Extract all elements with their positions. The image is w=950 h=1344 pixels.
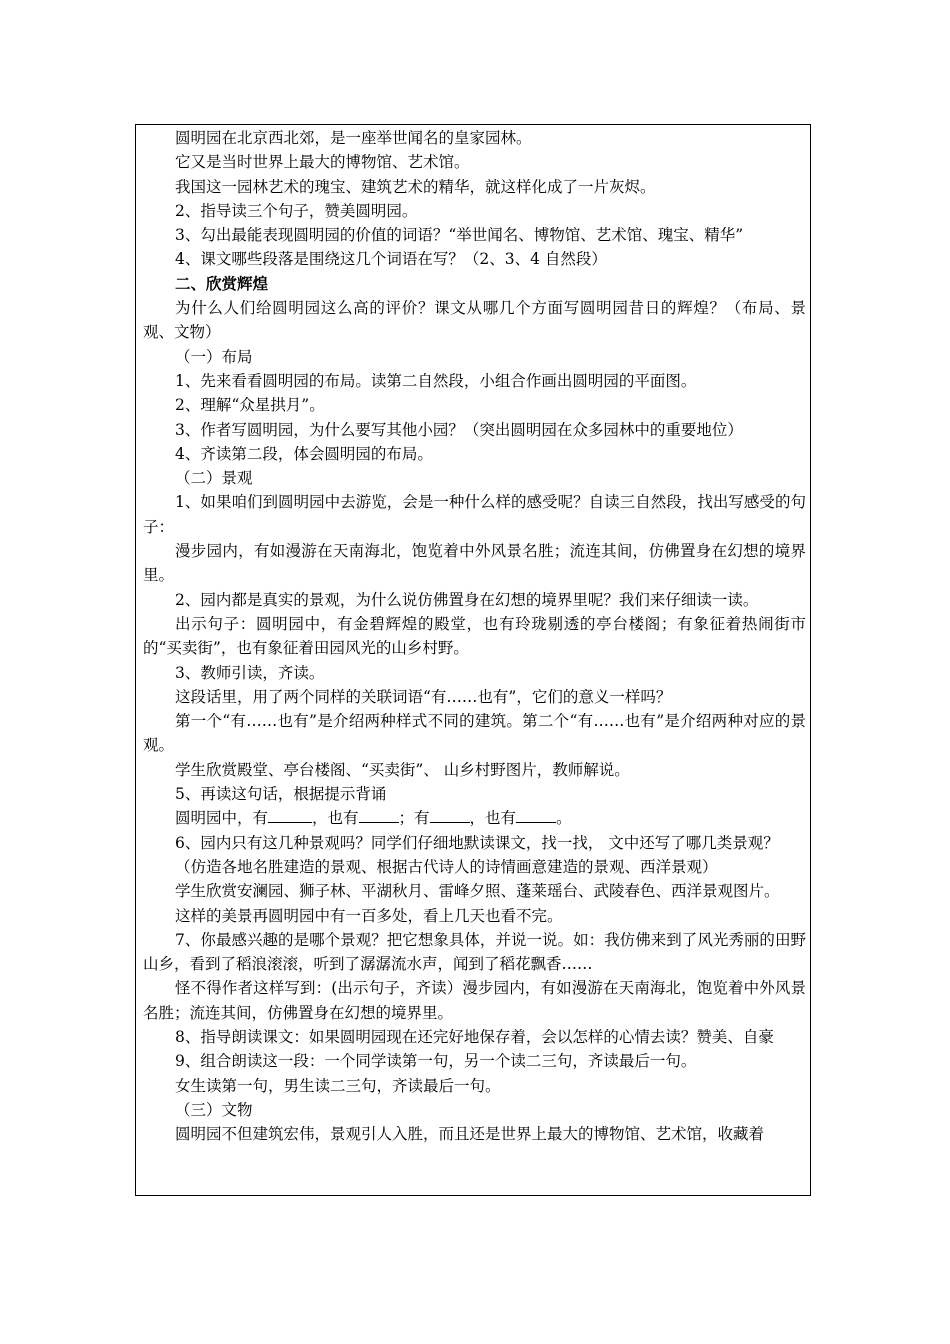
subsection-layout: （一）布局 (175, 347, 253, 366)
scenery-images: 学生欣赏殿堂、亭台楼阁、“买卖街”、 山乡村野图片，教师解说。 (175, 760, 630, 779)
quote-line-2: 它又是当时世界上最大的博物馆、艺术馆。 (175, 153, 470, 172)
fill-blank-1 (268, 808, 312, 823)
layout-step-2: 2、理解“众星拱月”。 (175, 396, 325, 415)
scenery-reading-roles: 女生读第一句，男生读二三句，齐读最后一句。 (175, 1076, 501, 1095)
scenery-step-1: 1、如果咱们到圆明园中去游览，会是一种什么样的感受呢？自读三自然段，找出写感受的句子： (143, 493, 806, 536)
quote-line-1: 圆明园在北京西北郊，是一座举世闻名的皇家园林。 (175, 129, 532, 147)
fill-in-line: 圆明园中，有 ，也有 ；有 ，也有 。 (175, 809, 572, 828)
scenery-step-3: 3、教师引读，齐读。 (175, 663, 325, 682)
subsection-scenery: （二）景观 (175, 469, 253, 488)
scenery-step-6-answer: （仿造各地名胜建造的景观、根据古代诗人的诗情画意建造的景观、西洋景观） (175, 857, 718, 876)
scenery-step-6: 6、园内只有这几种景观吗？同学们仔细地默读课文，找一找， 文中还写了哪几类景观？ (175, 833, 779, 852)
fill-blank-2 (359, 808, 399, 823)
step-4: 4、课文哪些段落是围绕这几个词语在写？（2、3、4 自然段） (175, 250, 607, 269)
scenery-question: 这段话里，用了两个同样的关联词语“有……也有”，它们的意义一样吗？ (175, 687, 672, 706)
step-2: 2、指导读三个句子，赞美圆明园。 (175, 201, 418, 220)
quote-line-3: 我国这一园林艺术的瑰宝、建筑艺术的精华，就这样化成了一片灰烬。 (175, 177, 656, 196)
scenery-quote-2: 怪不得作者这样写到：(出示句子，齐读）漫步园内，有如漫游在天南海北，饱览着中外风景名胜；流连其间，仿佛置身在幻想的境界里。 (143, 979, 806, 1022)
subsection-relics: （三）文物 (175, 1100, 253, 1119)
question-paragraph: 为什么人们给圆明园这么高的评价？课文从哪几个方面写圆明园昔日的辉煌？（布局、景观、文物） (143, 299, 806, 342)
step-3: 3、勾出最能表现圆明园的价值的词语？“举世闻名、博物馆、艺术馆、瑰宝、精华” (175, 226, 744, 245)
fill-blank-3 (430, 808, 470, 823)
layout-step-3: 3、作者写圆明园，为什么要写其他小园？（突出圆明园在众多园林中的重要地位） (175, 420, 743, 439)
fill-blank-4 (516, 808, 556, 823)
scenery-images-2: 学生欣赏安澜园、狮子林、平湖秋月、雷峰夕照、蓬莱瑶台、武陵春色、西洋景观图片。 (175, 882, 780, 901)
layout-step-4: 4、齐读第二段，体会圆明园的布局。 (175, 444, 433, 463)
scenery-step-5: 5、再读这句话，根据提示背诵 (175, 785, 387, 804)
scenery-step-8: 8、指导朗读课文：如果圆明园现在还完好地保存着，会以怎样的心情去读？赞美、自豪 (175, 1027, 774, 1046)
section-heading-appreciate: 二、欣赏辉煌 (175, 273, 269, 293)
scenery-answer: 第一个“有……也有”是介绍两种样式不同的建筑。第二个“有……也有”是介绍两种对应的景观。 (143, 712, 806, 755)
scenery-step-7: 7、你最感兴趣的是哪个景观？把它想象具体，并说一说。如：我仿佛来到了风光秀丽的田野山乡，看到了稻浪滚滚，听到了潺潺流水声，闻到了稻花飘香…… (143, 930, 806, 974)
layout-step-1: 1、先来看看圆明园的布局。读第二自然段，小组合作画出圆明园的平面图。 (175, 371, 697, 390)
scenery-step-9: 9、组合朗读这一段：一个同学读第一句，另一个读二三句，齐读最后一句。 (175, 1052, 697, 1071)
scenery-sentence: 出示句子：圆明园中，有金碧辉煌的殿堂，也有玲珑剔透的亭台楼阁；有象征着热闹街市的“买卖街”，也有象征着田园风光的山乡村野。 (143, 614, 806, 658)
scenery-count: 这样的美景再圆明园中有一百多处，看上几天也看不完。 (175, 906, 563, 925)
scenery-step-2: 2、园内都是真实的景观，为什么说仿佛置身在幻想的境界里呢？我们来仔细读一读。 (175, 590, 759, 609)
lesson-plan-text (143, 126, 806, 1146)
relics-intro: 圆明园不但建筑宏伟，景观引人入胜，而且还是世界上最大的博物馆、艺术馆，收藏着 (175, 1125, 765, 1144)
scenery-quote: 漫步园内，有如漫游在天南海北，饱览着中外风景名胜；流连其间，仿佛置身在幻想的境界里。 (143, 542, 806, 585)
